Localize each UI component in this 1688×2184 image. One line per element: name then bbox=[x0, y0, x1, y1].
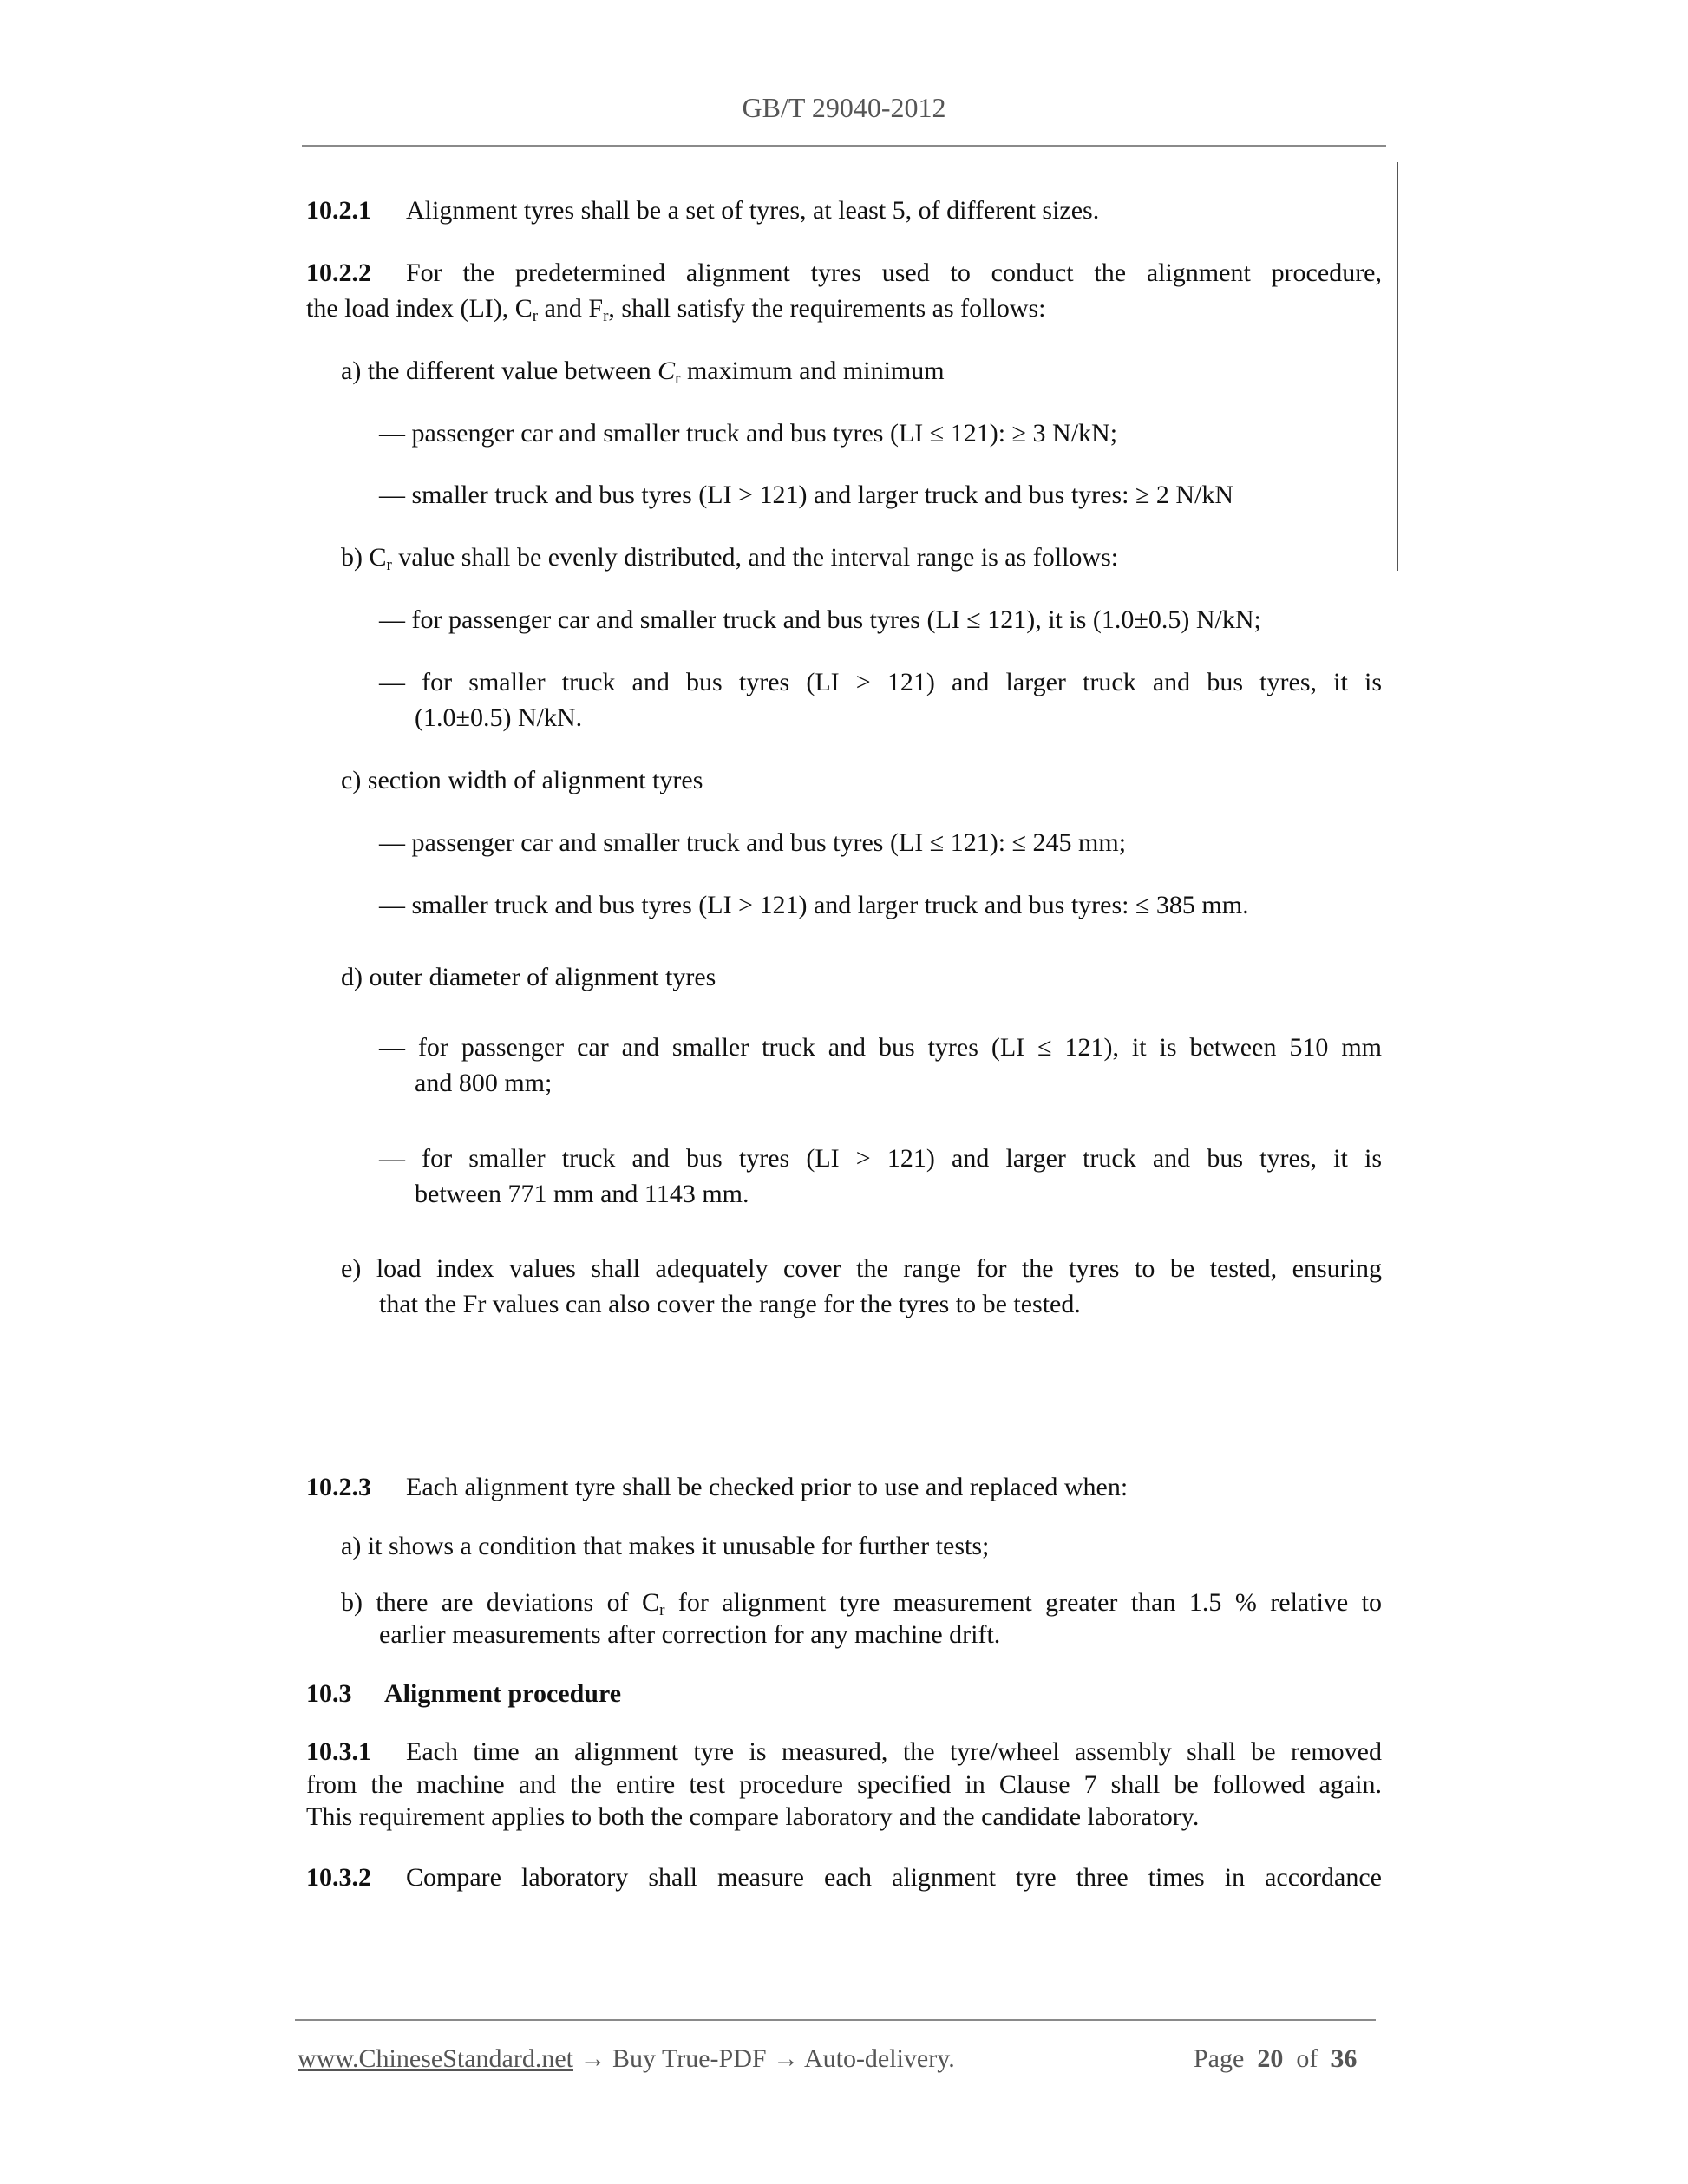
clause-number: 10.2.3 bbox=[306, 1473, 371, 1501]
dash-item: — for smaller truck and bus tyres (LI > 121) and larger truck and bus tyres, it is bbox=[379, 1144, 1382, 1173]
dash-item: — passenger car and smaller truck and bus tyres (LI ≤ 121): ≤ 245 mm; bbox=[379, 828, 1127, 857]
clause-number: 10.3.1 bbox=[306, 1737, 371, 1766]
document-header: GB/T 29040-2012 bbox=[742, 92, 946, 123]
text-run: b) C bbox=[341, 543, 387, 572]
clause-number: 10.2.1 bbox=[306, 196, 371, 225]
text-run: a) the different value between bbox=[341, 356, 658, 385]
dash-item-cont: (1.0±0.5) N/kN. bbox=[415, 703, 583, 732]
item-a bbox=[341, 356, 945, 387]
clause-text: Alignment tyres shall be a set of tyres, at least 5, of different sizes. bbox=[406, 196, 1100, 225]
subscript: r bbox=[532, 307, 539, 325]
dash-item: — smaller truck and bus tyres (LI > 121) and larger truck and bus tyres: ≥ 2 N/kN bbox=[379, 481, 1234, 509]
item-d: d) outer diameter of alignment tyres bbox=[341, 963, 716, 991]
of-label: of bbox=[1296, 2044, 1318, 2073]
section-title: Alignment procedure bbox=[384, 1679, 622, 1708]
clause-10-2-3 bbox=[306, 1472, 1128, 1503]
clause-10-2-2-cont bbox=[306, 293, 1046, 324]
subscript: r bbox=[386, 556, 392, 574]
subscript: r bbox=[675, 369, 681, 388]
page-total: 36 bbox=[1331, 2044, 1358, 2073]
text-run: the load index (LI), C bbox=[306, 294, 533, 323]
clause-text: Each alignment tyre shall be checked prior to use and replaced when: bbox=[406, 1473, 1129, 1501]
dash-item-cont: between 771 mm and 1143 mm. bbox=[415, 1180, 749, 1208]
dash-item: — for passenger car and smaller truck and bus tyres (LI ≤ 121), it is between 510 mm bbox=[379, 1033, 1382, 1062]
footer-rule bbox=[295, 2019, 1376, 2021]
item-e: e) load index values shall adequately cover the range for the tyres to be tested, ensuring bbox=[341, 1254, 1382, 1283]
text-run: for alignment tyre measurement greater than 1.5 % relative to bbox=[664, 1588, 1382, 1617]
clause-text: Each time an alignment tyre is measured, the tyre/wheel assembly shall be removed bbox=[406, 1737, 1382, 1766]
change-bar bbox=[1397, 162, 1398, 571]
text-run: , shall satisfy the requirements as follows: bbox=[608, 294, 1046, 323]
item-e-cont: that the Fr values can also cover the range for the tyres to be tested. bbox=[379, 1290, 1081, 1318]
clause-number: 10.3.2 bbox=[306, 1863, 371, 1892]
dash-item: — for passenger car and smaller truck and bus tyres (LI ≤ 121), it is (1.0±0.5) N/kN; bbox=[379, 605, 1261, 634]
dash-item-cont: and 800 mm; bbox=[415, 1069, 553, 1097]
page-current: 20 bbox=[1257, 2044, 1284, 2073]
italic-symbol: C bbox=[658, 356, 676, 385]
header-rule bbox=[302, 145, 1386, 147]
clause-10-3-2 bbox=[306, 1862, 1382, 1893]
clause-10-2-2 bbox=[306, 258, 1382, 289]
text-run: b) there are deviations of C bbox=[341, 1588, 660, 1617]
clause-10-3-1 bbox=[306, 1736, 1382, 1768]
dash-item: — passenger car and smaller truck and bus tyres (LI ≤ 121): ≥ 3 N/kN; bbox=[379, 419, 1118, 448]
clause-text: For the predetermined alignment tyres used to conduct the alignment procedure, bbox=[406, 258, 1382, 287]
item-c: c) section width of alignment tyres bbox=[341, 766, 703, 794]
item-b-cont: earlier measurements after correction for any machine drift. bbox=[379, 1620, 1001, 1649]
section-number: 10.3 bbox=[306, 1679, 352, 1708]
section-heading-10-3 bbox=[306, 1678, 621, 1710]
footer-left bbox=[298, 2043, 955, 2075]
text-run: and F bbox=[538, 294, 604, 323]
item-b bbox=[341, 542, 1118, 573]
item-a: a) it shows a condition that makes it unusable for further tests; bbox=[341, 1532, 990, 1560]
page-label: Page bbox=[1194, 2044, 1245, 2073]
page-indicator bbox=[1194, 2043, 1357, 2075]
clause-10-2-1 bbox=[306, 195, 1099, 226]
clause-10-3-1-cont: from the machine and the entire test procedure specified in Clause 7 shall be followed again. bbox=[306, 1770, 1382, 1799]
subscript: r bbox=[659, 1601, 665, 1619]
item-b bbox=[341, 1587, 1382, 1618]
dash-item: — smaller truck and bus tyres (LI > 121) and larger truck and bus tyres: ≤ 385 mm. bbox=[379, 891, 1249, 919]
clause-10-3-1-cont: This requirement applies to both the compare laboratory and the candidate laboratory. bbox=[306, 1802, 1200, 1831]
clause-number: 10.2.2 bbox=[306, 258, 371, 287]
arrow-right-icon: → bbox=[773, 2044, 800, 2073]
text-run: value shall be evenly distributed, and the interval range is as follows: bbox=[391, 543, 1119, 572]
chinesestandard-link[interactable]: www.ChineseStandard.net bbox=[298, 2044, 573, 2073]
arrow-right-icon: → bbox=[579, 2044, 606, 2073]
clause-text: Compare laboratory shall measure each alignment tyre three times in accordance bbox=[406, 1863, 1382, 1892]
buy-pdf-text: Buy True-PDF bbox=[612, 2044, 767, 2073]
subscript: r bbox=[603, 307, 609, 325]
dash-item: — for smaller truck and bus tyres (LI > 121) and larger truck and bus tyres, it is bbox=[379, 668, 1382, 696]
auto-delivery-text: Auto-delivery. bbox=[803, 2044, 955, 2073]
text-run: maximum and minimum bbox=[680, 356, 945, 385]
